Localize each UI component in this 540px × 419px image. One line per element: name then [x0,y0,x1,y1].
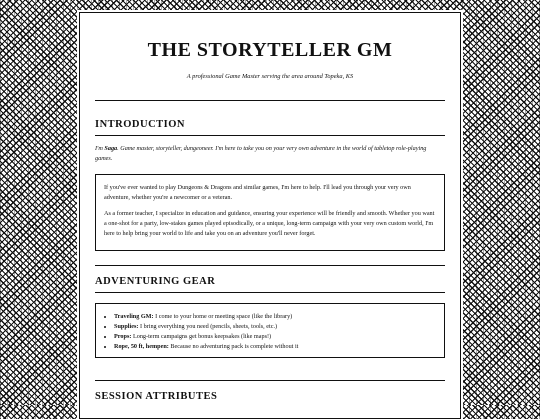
site-tagline: A professional Game Master serving the area around Topeka, KS [186,73,354,80]
gear-item-text: I bring everything you need (pencils, sheets, tools, etc.) [138,323,278,330]
gear-item-text: I come to your home or meeting space (like the library) [153,313,293,320]
lead-prefix: I'm [95,145,105,152]
introduction-lead [95,144,445,164]
introduction-box [95,174,445,251]
gear-item-label: Supplies: [114,323,139,330]
gear-item-text: Because no adventuring pack is complete without it [168,343,299,350]
list-item [114,342,436,352]
gear-top-divider [95,265,445,266]
page-card [79,12,461,419]
gear-item-label: Rope, 50 ft, hempen: [114,343,169,350]
gear-heading: ADVENTURING GEAR [95,276,216,287]
gear-item-text: Long-term campaigns get bonus keepsakes (like maps!) [131,333,272,340]
introduction-heading: INTRODUCTION [95,119,186,130]
gear-divider [95,292,445,293]
session-heading: SESSION ATTRIBUTES [95,391,218,402]
lead-rest: . Game master, storyteller, dungeoneer. I'm here to take you on your very own adventure in the world of tabletop role-playing games. [95,145,427,162]
gear-box [95,303,445,358]
site-title: THE STORYTELLER GM [147,39,393,61]
list-item [114,312,436,322]
gear-item-label: Props: [114,333,132,340]
list-item [114,322,436,332]
gear-item-label: Traveling GM: [114,313,154,320]
session-top-divider [95,380,445,381]
introduction-paragraph: If you've ever wanted to play Dungeons & Dragons and similar games, I'm here to help. I'll lead you through your very own adventure, whether you're a newcomer or a veteran. [104,184,411,201]
introduction-paragraph: As a former teacher, I specialize in education and guidance, ensuring your experience will be friendly and smooth. Whether you want a one-shot for a party, low-stakes games played episodically, or a unique, long-term campaign with your very own custom world, I'm here to help bring your world to life and take you on an adventure you'll never forget. [104,210,435,237]
list-item [114,332,436,342]
gm-name: Saga [104,145,118,152]
header-divider [95,100,445,101]
introduction-divider [95,135,445,136]
page-content [80,39,460,402]
gear-list [104,312,436,352]
